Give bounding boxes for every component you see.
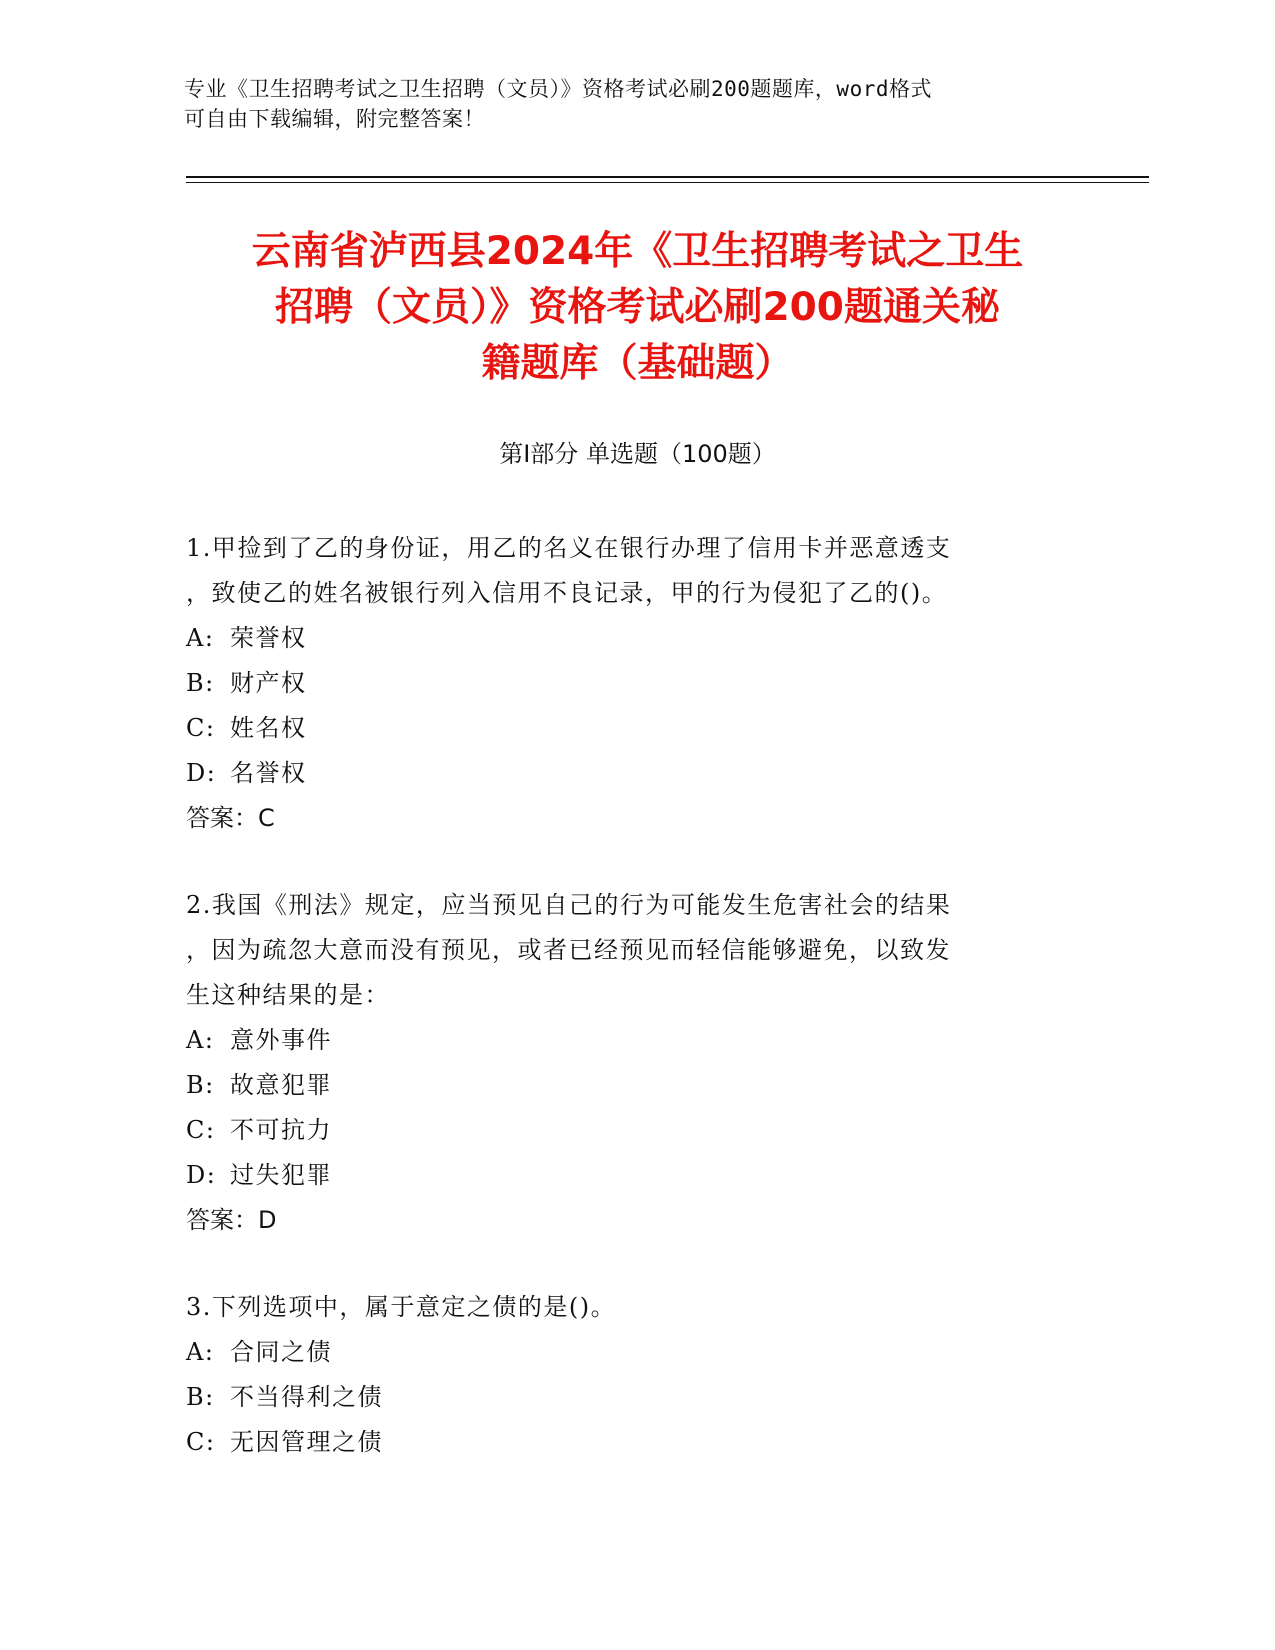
option-text: 名誉权 [230, 759, 307, 787]
option-letter: B: [186, 1071, 215, 1099]
option-letter: B: [186, 1383, 215, 1411]
option-a [186, 1018, 1066, 1063]
option-letter: A: [186, 1338, 215, 1366]
option-c [186, 1420, 1066, 1465]
question-list [186, 526, 1066, 1507]
option-text: 过失犯罪 [230, 1161, 332, 1189]
question-1 [186, 526, 1066, 841]
header-note-line-1: 专业《卫生招聘考试之卫生招聘（文员）》资格考试必刷200题题库，word格式 [184, 77, 932, 101]
option-text: 无因管理之债 [230, 1428, 383, 1456]
question-3 [186, 1285, 1066, 1465]
option-letter: D: [186, 759, 217, 787]
answer-line: 答案：C [186, 804, 275, 832]
question-stem-line: 1.甲捡到了乙的身份证，用乙的名义在银行办理了信用卡并恶意透支 [186, 534, 952, 562]
option-text: 财产权 [230, 669, 307, 697]
option-c [186, 706, 1066, 751]
question-stem-line: ，致使乙的姓名被银行列入信用不良记录，甲的行为侵犯了乙的()。 [186, 579, 948, 607]
option-b [186, 1375, 1066, 1420]
option-d [186, 751, 1066, 796]
option-text: 合同之债 [230, 1338, 332, 1366]
title-line-2: 招聘（文员）》资格考试必刷200题通关秘 [275, 285, 1000, 330]
answer-line: 答案：D [186, 1206, 277, 1234]
option-a [186, 616, 1066, 661]
option-letter: B: [186, 669, 215, 697]
header-note-line-2: 可自由下载编辑，附完整答案！ [184, 107, 485, 131]
option-b [186, 1063, 1066, 1108]
document-title [170, 224, 1105, 392]
option-text: 荣誉权 [230, 624, 307, 652]
option-letter: C: [186, 1116, 216, 1144]
title-line-1: 云南省泸西县2024年《卫生招聘考试之卫生 [251, 229, 1024, 274]
option-d [186, 1153, 1066, 1198]
header-divider-thick [186, 176, 1149, 178]
option-letter: C: [186, 1428, 216, 1456]
section-heading: 第Ⅰ部分 单选题（100题） [499, 440, 776, 468]
question-stem-line: 3.下列选项中，属于意定之债的是()。 [186, 1293, 617, 1321]
header-divider-thin [186, 182, 1149, 183]
option-c [186, 1108, 1066, 1153]
option-text: 故意犯罪 [230, 1071, 332, 1099]
header-note [184, 74, 1064, 134]
question-stem-line: ，因为疏忽大意而没有预见，或者已经预见而轻信能够避免，以致发 [186, 936, 951, 964]
option-text: 不当得利之债 [230, 1383, 383, 1411]
option-text: 不可抗力 [230, 1116, 332, 1144]
option-b [186, 661, 1066, 706]
option-a [186, 1330, 1066, 1375]
option-letter: C: [186, 714, 216, 742]
option-letter: D: [186, 1161, 217, 1189]
option-text: 姓名权 [230, 714, 307, 742]
option-letter: A: [186, 1026, 215, 1054]
question-stem-line: 生这种结果的是： [186, 981, 390, 1009]
title-line-3: 籍题库（基础题） [481, 341, 794, 386]
option-letter: A: [186, 624, 215, 652]
option-text: 意外事件 [230, 1026, 332, 1054]
question-2 [186, 883, 1066, 1243]
question-stem-line: 2.我国《刑法》规定，应当预见自己的行为可能发生危害社会的结果 [186, 891, 952, 919]
